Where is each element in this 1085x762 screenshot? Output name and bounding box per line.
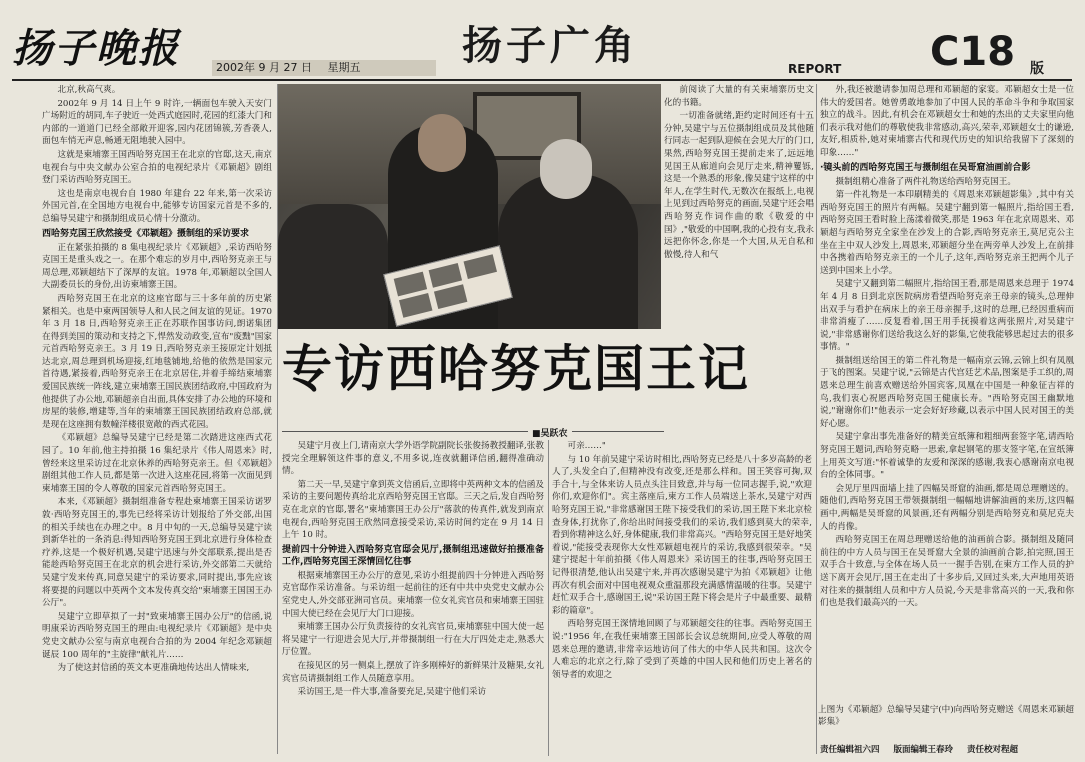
- paragraph: 西哈努克国王在周总理赠送给他的油画前合影。摄制组及随同前往的中方人员与国王在吴哥窟大全景的油画前合影,拍完照,国王双手合十致意,与全体在场人员一一握手告别,在柬方工作人员的护送下离开会见厅,国王在走出了十多步后,又回过头来,大声地用英语对往来的摄制组人员和中方人员说,今天是非常高兴的一天,我和你们也是我们最高兴的一天。: [820, 535, 1074, 609]
- paragraph: 第一件礼物是一本印刷精美的《周恩来邓颖超影集》,其中有关西哈努克国王的照片有两幅。吴建宁翻到第一幅照片,指给国王看,西哈努克国王看时脸上荡漾着微笑,那是 1963 年在北京周恩来、邓颖超与西哈努克全家坐在沙发上的合影,西哈努克亲王,莫尼克公主坐在主中双人沙发上,周恩来,邓颖超分坐在两旁单人沙发上,在前排中各携着西哈努克亲王的一个儿子,这年,西哈努克亲王把两个儿子送到中国来上小学。: [820, 190, 1074, 276]
- paragraph: 吴建宁月夜上门,请南京大学外语学院副院长张俊扬教授翻译,张教授完全理解领这件事的意义,不用多说,连夜就翻译信函,翻得准确动情。: [282, 441, 544, 477]
- issue-date-bar: [212, 60, 436, 76]
- paragraph: 会见厅里四面墙上挂了四幅吴哥窟的油画,都是周总理赠送的。随他们,西哈努克国王带领摄制组一幅幅地讲解油画的来历,这四幅画中,两幅是吴哥窟的风景画,还有两幅分别是西哈努克和莫尼克夫人的肖像。: [820, 483, 1074, 532]
- news-photo: [278, 84, 661, 329]
- paragraph: 一切准备就绪,距约定时间还有十五分钟,吴建宁与五位摄制组成员及其他随行同志一起到队迎候在会见大厅的门口,果然,西哈努克国王提前走来了,远远地见国王从廊道向会见厅走来,精神矍铄,这是一个熟悉的形象,像吴建宁这样的中年人,在学生时代,无数次在报纸上,电视上见到过西哈努克的画面,吴建宁还会唱西哈努克作词作曲的歌《敬爱的中国》,"敬爱的中国啊,我的心投有支,我永远把你怀念,你是一个大国,从无自私和傲慢,待人和气: [664, 111, 814, 260]
- paragraph: 西哈努克国王在北京的这座官邸与三十多年前的历史紧紧相关。也是中柬两国领导人和人民之间友谊的见证。1970 年 3 月 18 日,西哈努克亲王正在苏联作国事访问,朗诺集团在得到美国的策动和支持之下,悍然发动政变,宣布"废黜"国家元首西哈努克亲王。3 月 19 日,西哈努克亲王接原定计划抵达北京,周总理到机场迎接,红地毯铺地,给他的依然是国家元首待遇,紧接着,西哈努克亲王在北京居住,并着手缔结柬埔寨爱国民族统一阵线,建立柬埔寨王国民族团结政府,中国政府为他提供了办公地,邓颖超亲自出面,具体安排了办公地的环境和房屋的装修,增建等,当年的柬埔寨王国民族团结政府总部,就是现在这座拥有数幢洋楼很宽敞的西式花园。: [42, 293, 272, 430]
- paragraph: 吴建宁又翻到第二幅照片,指给国王看,那是周恩来总理于 1974 年 4 月 8 日到北京医院病房看望西哈努克亲王母亲的镜头,总理伸出双手与看护在病床上的亲王母亲握手,这时的总理,已经因重病而非常消瘦了……反复看着,国王用手抚摸着这两张照片,对吴建宁说,"非常感谢你们送给我这么好的影集,它使我能够思起过去的很多事情。": [820, 279, 1074, 353]
- headline: 专访西哈努克国王记: [282, 340, 750, 398]
- editor-credit: 责任编辑祖六四: [820, 745, 880, 755]
- paragraph: 吴建宁拿出事先准备好的精美宣纸簿和粗细两套签字笔,请西哈努克国王题词,西哈努克略一思索,拿起钢笔的那支签字笔,在宣纸簿上用英文写道:"怀着诚挚的友爱和深深的感谢,我衷心感谢南京电视台的全体同事。": [820, 432, 1074, 481]
- photo-person: [278, 204, 388, 329]
- paragraph: 西哈努克国王深情地回顾了与邓颖超交往的往事。西哈努克国王说:"1956 年,在我任柬埔寨王国部长会议总统期间,应受人尊敬的周恩来总理的邀请,非常幸运地访问了伟大的中华人民共和国。这次令人难忘的北京之行,除了受到了英雄的中国人民和他们历史上著名的领导者的欢迎之: [552, 619, 812, 680]
- masthead-rule: [12, 79, 1072, 81]
- article-column-1: [42, 84, 272, 754]
- paragraph: 与 10 年前吴建宁采访时相比,西哈努克已经是八十多岁高龄的老人了,头发全白了,但精神没有改变,还是那么样和。国王笑容可掬,双手合十,与全体来访人员点头注目致意,并与每一位同志握手,说,"欢迎你们,欢迎你们"。宾主落座后,柬方工作人员端送上茶水,吴建宁对西哈努克国王说,"非常感谢国王陛下接受我们的采访,国王陛下来北京检查身体,打扰你了,你给出时间接受我们的采访,我们感到莫大的荣幸,看到你精神这么好,身体健康,我们非常高兴。"西哈努克国王是好地笑着说,"能接受表现你大女性邓颖超电视片的采访,我感到很荣幸。"吴建宁提起十年前拍摄《伟人周恩来》采访国王的往事,西哈努克国王记得很清楚,他认出吴建宁来,并再次感谢吴建宁为拍《邓颖超》让他再次有机会面对中国电视观众重温那段充满感情温暖的往事。吴建宁赶忙双手合十,感谢国王,说"采访国王陛下将会是片子中最重要、最精彩的篇章"。: [552, 454, 812, 616]
- paragraph: 外,我还被邀请参加周总理和邓颖超的家宴。邓颖超女士是一位伟大的爱国者。她曾勇敢地参加了中国人民的革命斗争和争取国家独立的战斗。因此,有机会在邓颖超女士和她的杰出的丈夫家里向他们表示我对他们的尊敬使我非常感动,高兴,荣幸,邓颖超女士的谦逊,友好,相质朴,她对柬埔寨古代和现代历史的知识给我留下了深刻的印象……": [820, 85, 1074, 158]
- paragraph: 前阅读了大量的有关柬埔寨历史文化的书籍。: [664, 85, 814, 108]
- photo-person-head: [540, 139, 592, 199]
- paragraph: 本来,《邓颖超》摄制组准备专程赴柬埔寨王国采访诺罗敦·西哈努克国王的,事先已经将采访计划报给了外交部,出国的相关手续也在办理之中。8 月中旬的一天,总编导吴建宁读到新华社的一条消息:得知西哈努克国王到北京进行身体检查疗养,这是一个极好机遇,吴建宁迅速与外交部联系,提出是否能趁西哈努克国王在北京的机会进行采访,外交部第二天就给吴建宁发来传真,同意吴建宁的采访要求,同时提出,事先应该将要提的问题以中英两个文本发传真交给"柬埔寨王国国王办公厅"。: [42, 497, 272, 609]
- paragraph: 根据柬埔寨国王办公厅的意见,采访小组提前四十分钟进入西哈努克官邸作采访准备。与采访组一起前往的还有中共中央党史文献办公室党史人,外交部亚洲司官员。柬埔寨一位女礼宾官员和柬埔寨王国驻中国大使已经在会见厅大门口迎接。: [282, 570, 544, 619]
- paragraph: 在接见区的另一侧桌上,摆放了许多刚棒好的新鲜果汁及糖果,女礼宾官员请摄制组工作人员随意享用。: [282, 660, 544, 684]
- photo-caption: 上图为《邓颖超》总编导吴建宁(中)向西哈努克赠送《周恩来邓颖超影集》: [818, 705, 1074, 727]
- subheading: 提前四十分钟进入西哈努克官邸会见厅,摄制组迅速做好拍摄准备工作,西哈努克国王深情回忆往事: [282, 544, 544, 567]
- paragraph: 柬埔寨王国办公厅负责接待的女礼宾官员,柬埔寨驻中国大使一起将吴建宁一行迎进会见大厅,并带摄制组一行在大厅四处走走,熟悉大厅位置。: [282, 622, 544, 658]
- layout-credit: 版面编辑王春玲: [893, 745, 954, 755]
- article-column-5: [552, 440, 812, 756]
- issue-date: 2002年 9 月 27 日: [216, 61, 312, 74]
- paragraph: 采访国王,是一件大事,准备要充足,吴建宁他们采访: [297, 687, 487, 698]
- byline-rule: [282, 431, 664, 432]
- paragraph: 第二天一早,吴建宁拿到英文信函后,立即将中英两种文本的信函及采访的主要问题传真给北京西哈努克国王官邸。三天之后,发自西哈努克在北京的官邸,署名"柬埔寨国王办公厅"落款的传真件,就发到南京电视台,西哈努克国王欣然同意接受采访,采访时间约定在 9 月 14 日上午 10 时。: [282, 479, 544, 541]
- paragraph: 可亲……": [567, 441, 606, 451]
- subheading: 西哈努克国王欣然接受《邓颖超》摄制组的采访要求: [42, 228, 250, 239]
- article-column-2: [664, 84, 814, 332]
- paragraph: 《邓颖超》总编导吴建宁已经是第二次踏进这座西式花园了。10 年前,他主持拍摄 16 集纪录片《伟人周恩来》时,曾经来这里采访过在北京休养的西哈努克亲王。但《邓颖超》剧组其他工作人员,都是第一次进入这座花园,将第一次面见到柬埔寨王国的令人尊敬的国家元首西哈努克国王。: [42, 433, 272, 494]
- subheading: ·镜头前的西哈努克国王与摄制组在吴哥窟油画前合影: [820, 162, 1031, 173]
- paragraph: 2002年 9 月 14 日上午 9 时许,一辆面包车驶入天安门广场附近的胡同,车子驶近一处西式庭园时,花园的红漆大门和内部的一道道门已经全部敞开迎客,园内花团锦簇,芳香袭人,面包车悄无声息,畅通无阻地驶入园中。: [42, 98, 272, 147]
- proof-credit: 责任校对程超: [967, 745, 1019, 755]
- paper-logo: 扬子晚报: [12, 25, 180, 72]
- byline: ■吴跃农: [528, 426, 572, 439]
- paragraph: 这就是柬埔寨王国西哈努克国王在北京的官邸,这天,南京电视台与中央文献办公室合拍的电视纪录片《邓颖超》剧组登门采访西哈努克国王。: [42, 149, 272, 186]
- paragraph: 为了使这封信函的英文本更准确地传达出人情味来,: [57, 663, 250, 674]
- paragraph: 摄制组精心准备了两件礼物送给西哈努克国王。: [835, 176, 1016, 187]
- column-divider: [548, 440, 549, 756]
- paragraph: 摄制组送给国王的第二件礼物是一幅南京云锦,云锦上织有凤凰于飞的图案。吴建宁说,"云锦是古代宫廷艺术品,图案是手工织的,周恩来总理生前喜欢赠送给外国宾客,凤凰在中国是一种象征吉祥的鸟,我们衷心祝愿西哈努克国王健康长寿。"西哈努克国王幽默地说,"谢谢你们!"他表示一定会好好珍藏,以表示中国人民对国王的美好心愿。: [820, 355, 1074, 429]
- section-title: 扬子广角: [462, 23, 638, 69]
- column-divider: [816, 84, 817, 754]
- page-ban-label: 版: [1030, 61, 1044, 77]
- article-column-3: [820, 84, 1074, 704]
- paragraph: 北京,秋高气爽。: [57, 85, 121, 95]
- section-report-label: REPORT: [788, 62, 842, 76]
- paragraph: 吴建宁立即草拟了一封"致柬埔寨王国办公厅"的信函,说明康采访西哈努克国王的理由:电视纪录片《邓颖超》是中央党史文献办公室与南京电视台合拍的为 2004 年纪念邓颖超诞辰 100 周年的"主旋律"献礼片……: [42, 611, 272, 660]
- paragraph: 正在紧张拍摄的 8 集电视纪录片《邓颖超》,采访西哈努克国王是重头戏之一。在那个难忘的岁月中,西哈努克亲王与周总理,邓颖超结下了深厚的友谊。1978 年,邓颖超以全国人大副委员长的身份,出访柬埔寨王国。: [42, 242, 272, 291]
- paragraph: 这也是南京电视台自 1980 年建台 22 年来,第一次采访外国元首,在全国地方电视台中,能够专访国家元首是不多的,总编导吴建宁和摄制组成员心情十分激动。: [42, 188, 272, 224]
- issue-weekday: 星期五: [327, 61, 361, 74]
- page-code: C18: [930, 29, 1016, 75]
- article-column-4: [282, 440, 544, 756]
- photo-person-head: [418, 114, 466, 172]
- credits-footer: [820, 742, 1075, 758]
